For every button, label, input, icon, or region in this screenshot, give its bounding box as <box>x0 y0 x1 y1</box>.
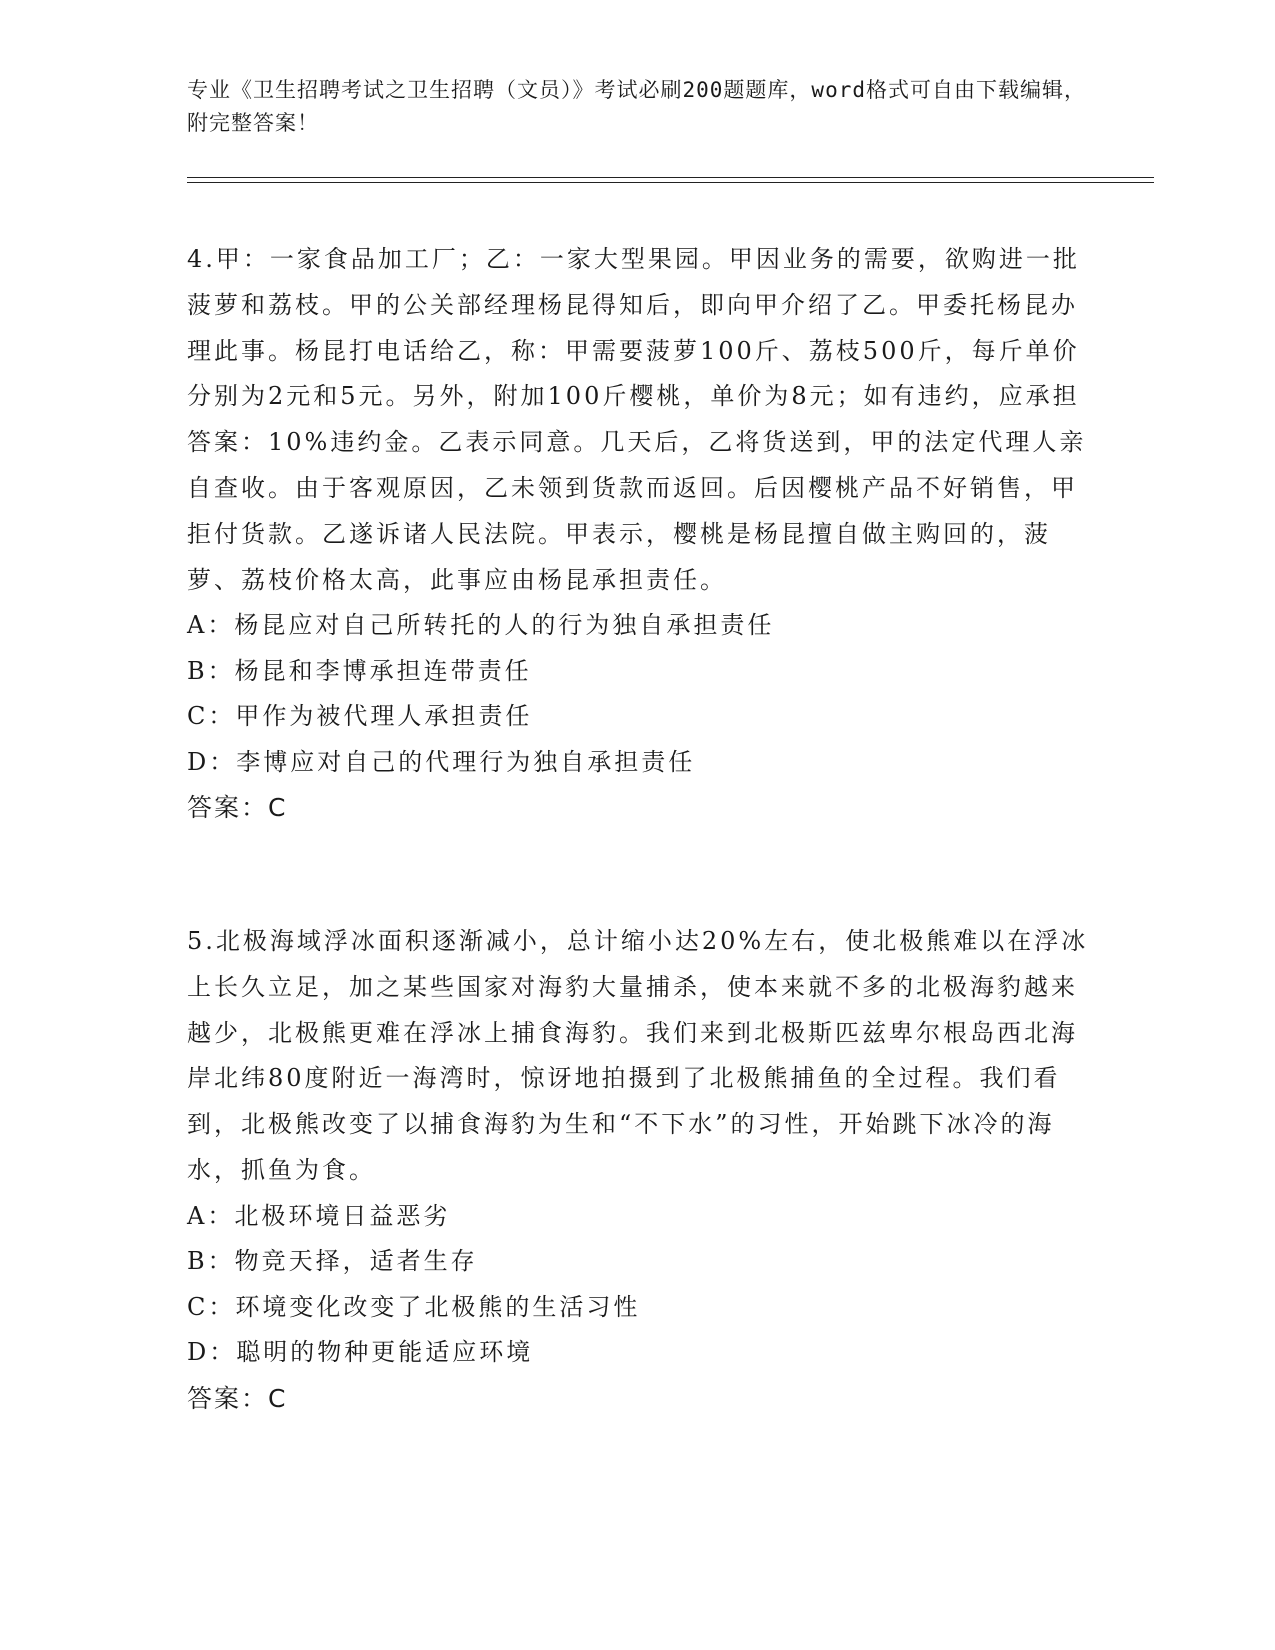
question-5 <box>187 919 1092 1422</box>
option-a: A：北极环境日益恶劣 <box>187 1201 451 1230</box>
option-d: D：李博应对自己的代理行为独自承担责任 <box>187 747 696 776</box>
option-a: A：杨昆应对自己所转托的人的行为独自承担责任 <box>187 611 775 640</box>
option-c: C：环境变化改变了北极熊的生活习性 <box>187 1292 641 1321</box>
header-divider-top <box>187 177 1154 178</box>
option-d: D：聪明的物种更能适应环境 <box>187 1338 534 1367</box>
option-c: C：甲作为被代理人承担责任 <box>187 702 533 731</box>
option-b: B：物竞天择，适者生存 <box>187 1247 478 1276</box>
answer-label: 答案：C <box>187 793 288 823</box>
answer-label: 答案：C <box>187 1383 288 1413</box>
question-4 <box>187 237 1092 831</box>
document-header: 专业《卫生招聘考试之卫生招聘（文员）》考试必刷200题题库，word格式可自由下载编辑，附完整答案！ <box>187 78 1086 135</box>
question-stem: 5.北极海域浮冰面积逐渐减小，总计缩小达20%左右，使北极熊难以在浮冰上长久立足，加之某些国家对海豹大量捕杀，使本来就不多的北极海豹越来越少，北极熊更难在浮冰上捕食海豹。我们来到北极斯匹兹卑尔根岛西北海岸北纬80度附近一海湾时，惊讶地拍摄到了北极熊捕鱼的全过程。我们看到，北极熊改变了以捕食海豹为生和“不下水”的习性，开始跳下冰冷的海水，抓鱼为食。 <box>187 927 1089 1184</box>
question-stem: 4.甲：一家食品加工厂；乙：一家大型果园。甲因业务的需要，欲购进一批菠萝和荔枝。甲的公关部经理杨昆得知后，即向甲介绍了乙。甲委托杨昆办理此事。杨昆打电话给乙，称：甲需要菠萝100斤、荔枝500斤，每斤单价分别为2元和5元。另外，附加100斤樱桃，单价为8元；如有违约，应承担答案：10%违约金。乙表示同意。几天后，乙将货送到，甲的法定代理人亲自查收。由于客观原因，乙未领到货款而返回。后因樱桃产品不好销售，甲拒付货款。乙遂诉诸人民法院。甲表示，樱桃是杨昆擅自做主购回的，菠萝、荔枝价格太高，此事应由杨昆承担责任。 <box>187 245 1087 594</box>
header-divider-bottom <box>187 182 1154 183</box>
option-b: B：杨昆和李博承担连带责任 <box>187 656 532 685</box>
